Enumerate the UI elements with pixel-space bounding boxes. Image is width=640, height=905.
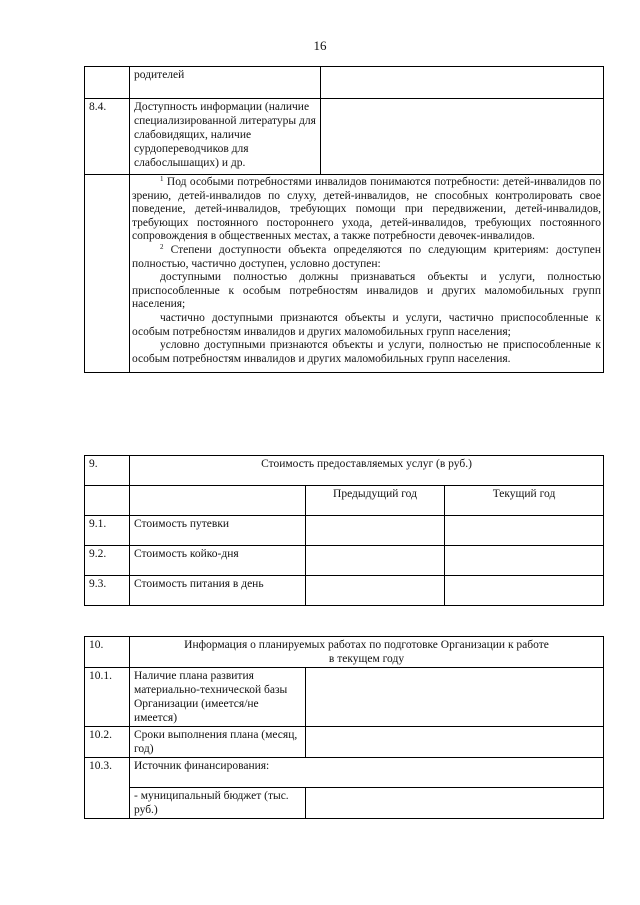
- footnote-paragraph: доступными полностью должны признаваться объекты и услуги, полностью приспособленные к особым потребностям инвалидов и других маломобильных групп населения;: [132, 271, 601, 311]
- table-row: [85, 576, 604, 606]
- footnote-1: [132, 176, 601, 244]
- cell-current-year[interactable]: [445, 546, 604, 576]
- section-title-line-1: Информация о планируемых работах по подготовке Организации к работе: [184, 639, 549, 651]
- table-row: [85, 546, 604, 576]
- row-value[interactable]: [321, 67, 604, 99]
- footnote-paragraph: частично доступными признаются объекты и услуги, частично приспособленные к особым потребностям инвалидов и других маломобильных групп населения;: [132, 311, 601, 338]
- section-title-line-2: в текущем году: [328, 653, 405, 665]
- section-10-table: [84, 636, 604, 819]
- row-label: Стоимость питания в день: [130, 576, 306, 606]
- section-title: Стоимость предоставляемых услуг (в руб.): [130, 456, 604, 486]
- page-number: 16: [313, 38, 327, 53]
- footnote-2-mark: 2: [160, 242, 164, 251]
- column-header-previous-year: Предыдущий год: [306, 486, 445, 516]
- section-8-table: [84, 66, 604, 373]
- table-row: [85, 637, 604, 668]
- row-number: 10.2.: [85, 727, 130, 758]
- row-label: Стоимость путевки: [130, 516, 306, 546]
- footnote-2: [132, 244, 601, 271]
- section-title: [130, 637, 604, 668]
- footnote-paragraph: условно доступными признаются объекты и услуги, полностью не приспособленные к особым потребностям инвалидов и других маломобильных групп населения.: [132, 339, 601, 365]
- row-label: Доступность информации (наличие специализированной литературы для слабовидящих, наличие сурдопереводчиков для слабослышащих) и др.: [130, 99, 321, 175]
- section-9-table: [84, 455, 604, 606]
- row-label: Наличие плана развития материально-технической базы Организации (имеется/не имеется): [130, 668, 306, 727]
- row-label: родителей: [130, 67, 321, 99]
- table-row: [85, 668, 604, 727]
- cell-current-year[interactable]: [445, 516, 604, 546]
- row-value[interactable]: [306, 727, 604, 758]
- row-label: Сроки выполнения плана (месяц, год): [130, 727, 306, 758]
- table-row: [85, 67, 604, 99]
- row-value[interactable]: [306, 788, 604, 819]
- column-header-current-year: Текущий год: [445, 486, 604, 516]
- footnotes-row: [85, 175, 604, 373]
- row-number: [85, 67, 130, 99]
- table-row: [85, 758, 604, 788]
- section-number: 9.: [85, 456, 130, 486]
- row-number: 9.3.: [85, 576, 130, 606]
- cell-previous-year[interactable]: [306, 516, 445, 546]
- footnote-2-text: Степени доступности объекта определяются по следующим критериям: доступен полностью, частично доступен, условно доступен:: [132, 243, 601, 270]
- table-row: [85, 788, 604, 819]
- row-label: Источник финансирования:: [130, 758, 604, 788]
- row-value[interactable]: [321, 99, 604, 175]
- table-row: [85, 516, 604, 546]
- row-number: 8.4.: [85, 99, 130, 175]
- cell-current-year[interactable]: [445, 576, 604, 606]
- row-number: 9.2.: [85, 546, 130, 576]
- row-number: 9.1.: [85, 516, 130, 546]
- row-number: 10.1.: [85, 668, 130, 727]
- table-row: [85, 727, 604, 758]
- footnote-1-text: Под особыми потребностями инвалидов понимаются потребности: детей-инвалидов по зрению, детей-инвалидов по слуху, детей-инвалидов, не способных контролировать свое поведение, детей-инвалидов, требующих помощи при передвижении, детей-инвалидов, требующих постоянного постороннего ухода, детей-инвалидов, требующих постоянного сопровождения в общественных местах, а также потребности девочек-инвалидов.: [132, 176, 601, 243]
- footnote-1-mark: 1: [160, 175, 164, 183]
- row-value[interactable]: [306, 668, 604, 727]
- cell-previous-year[interactable]: [306, 546, 445, 576]
- row-label: - муниципальный бюджет (тыс. руб.): [130, 788, 306, 819]
- section-number: 10.: [85, 637, 130, 668]
- cell-previous-year[interactable]: [306, 576, 445, 606]
- table-row: [85, 99, 604, 175]
- table-row: [85, 456, 604, 486]
- table-header-row: [85, 486, 604, 516]
- row-label: Стоимость койко-дня: [130, 546, 306, 576]
- footnotes: [130, 175, 604, 373]
- row-number: 10.3.: [85, 758, 130, 819]
